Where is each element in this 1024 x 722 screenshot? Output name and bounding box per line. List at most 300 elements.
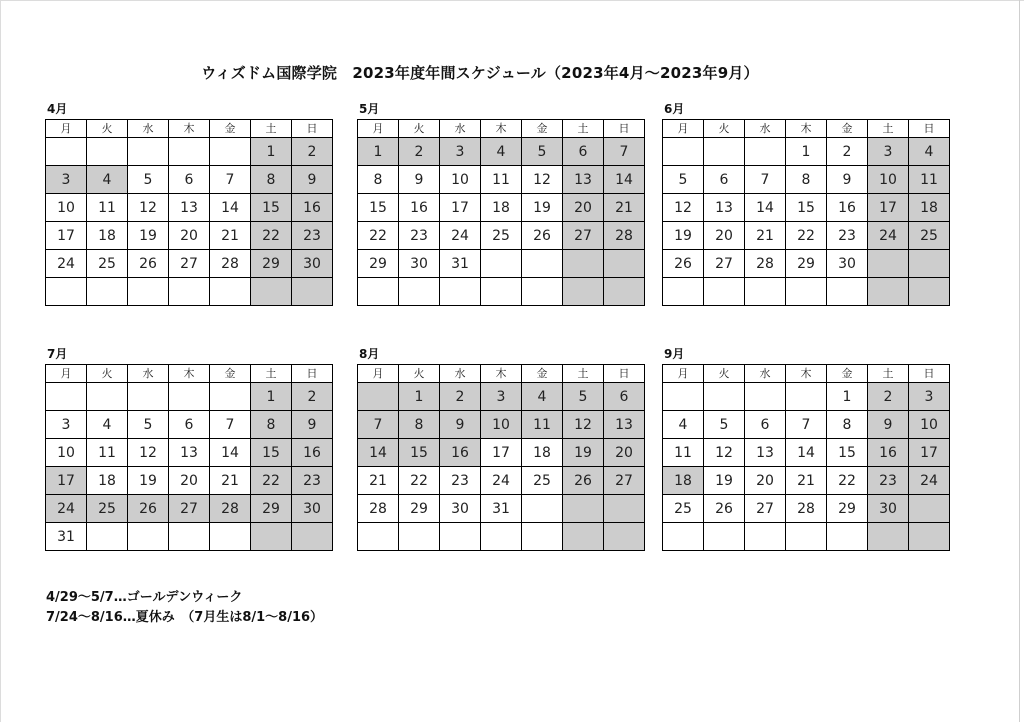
day-cell: 15 [399, 439, 440, 467]
day-cell: 25 [909, 222, 950, 250]
day-cell: 26 [663, 250, 704, 278]
weekday-header-row [663, 365, 950, 383]
weekday-header: 火 [399, 120, 440, 138]
day-cell: 9 [827, 166, 868, 194]
day-cell [128, 383, 169, 411]
day-cell: 24 [46, 250, 87, 278]
day-cell: 13 [604, 411, 645, 439]
weekday-header: 火 [704, 120, 745, 138]
day-cell: 22 [786, 222, 827, 250]
weekday-header: 水 [440, 365, 481, 383]
day-cell: 12 [522, 166, 563, 194]
day-cell: 19 [128, 222, 169, 250]
day-cell [604, 523, 645, 551]
day-cell: 14 [210, 194, 251, 222]
day-cell: 16 [292, 194, 333, 222]
weekday-header: 土 [563, 365, 604, 383]
day-cell [663, 278, 704, 306]
day-cell: 30 [399, 250, 440, 278]
page-border-left [0, 0, 1, 722]
day-cell: 31 [481, 495, 522, 523]
day-cell: 10 [46, 194, 87, 222]
day-cell: 23 [827, 222, 868, 250]
day-cell: 5 [522, 138, 563, 166]
week-row [46, 278, 333, 306]
day-cell: 21 [358, 467, 399, 495]
day-cell: 6 [704, 166, 745, 194]
day-cell [87, 383, 128, 411]
day-cell: 21 [210, 222, 251, 250]
weekday-header: 木 [786, 365, 827, 383]
day-cell: 10 [909, 411, 950, 439]
day-cell: 22 [251, 467, 292, 495]
day-cell [704, 278, 745, 306]
month-table [357, 364, 645, 551]
day-cell: 25 [87, 250, 128, 278]
day-cell: 10 [46, 439, 87, 467]
month-label: 9月 [664, 347, 685, 361]
week-row [358, 495, 645, 523]
day-cell: 25 [663, 495, 704, 523]
day-cell [169, 523, 210, 551]
month-table [357, 119, 645, 306]
day-cell: 12 [128, 194, 169, 222]
day-cell [481, 523, 522, 551]
week-row [663, 467, 950, 495]
day-cell [909, 495, 950, 523]
day-cell [399, 523, 440, 551]
week-row [358, 439, 645, 467]
weekday-header: 金 [827, 120, 868, 138]
day-cell [358, 383, 399, 411]
day-cell [745, 278, 786, 306]
day-cell: 21 [604, 194, 645, 222]
day-cell: 19 [704, 467, 745, 495]
weekday-header: 月 [663, 120, 704, 138]
day-cell: 11 [481, 166, 522, 194]
day-cell: 20 [563, 194, 604, 222]
day-cell: 16 [292, 439, 333, 467]
day-cell [292, 278, 333, 306]
day-cell: 24 [868, 222, 909, 250]
weekday-header: 日 [604, 120, 645, 138]
day-cell: 27 [704, 250, 745, 278]
week-row [663, 138, 950, 166]
day-cell: 7 [358, 411, 399, 439]
day-cell: 20 [169, 222, 210, 250]
day-cell: 9 [868, 411, 909, 439]
week-row [46, 495, 333, 523]
day-cell: 20 [745, 467, 786, 495]
weekday-header-row [46, 120, 333, 138]
day-cell: 16 [827, 194, 868, 222]
day-cell: 1 [358, 138, 399, 166]
week-row [663, 439, 950, 467]
day-cell: 9 [292, 166, 333, 194]
day-cell: 17 [46, 467, 87, 495]
day-cell: 19 [563, 439, 604, 467]
day-cell: 12 [704, 439, 745, 467]
day-cell: 19 [128, 467, 169, 495]
day-cell: 15 [786, 194, 827, 222]
day-cell [663, 383, 704, 411]
day-cell [522, 250, 563, 278]
weekday-header: 木 [169, 365, 210, 383]
day-cell [46, 138, 87, 166]
day-cell: 2 [292, 383, 333, 411]
day-cell: 3 [440, 138, 481, 166]
day-cell: 6 [604, 383, 645, 411]
day-cell [481, 278, 522, 306]
week-row [358, 222, 645, 250]
week-row [358, 383, 645, 411]
day-cell [128, 138, 169, 166]
week-row [358, 138, 645, 166]
day-cell: 17 [909, 439, 950, 467]
week-row [663, 166, 950, 194]
day-cell [46, 383, 87, 411]
day-cell: 7 [210, 411, 251, 439]
day-cell: 5 [128, 166, 169, 194]
day-cell: 28 [210, 495, 251, 523]
week-row [46, 166, 333, 194]
weekday-header: 土 [251, 120, 292, 138]
day-cell: 13 [704, 194, 745, 222]
day-cell: 18 [663, 467, 704, 495]
day-cell: 11 [87, 194, 128, 222]
day-cell: 13 [169, 439, 210, 467]
weekday-header: 水 [745, 120, 786, 138]
day-cell: 12 [663, 194, 704, 222]
weekday-header: 日 [604, 365, 645, 383]
day-cell [704, 138, 745, 166]
day-cell: 29 [251, 250, 292, 278]
day-cell: 29 [399, 495, 440, 523]
day-cell: 23 [399, 222, 440, 250]
day-cell [868, 278, 909, 306]
day-cell [563, 278, 604, 306]
day-cell: 14 [745, 194, 786, 222]
day-cell: 8 [251, 166, 292, 194]
day-cell: 9 [292, 411, 333, 439]
day-cell: 15 [827, 439, 868, 467]
day-cell: 1 [251, 138, 292, 166]
day-cell: 4 [87, 411, 128, 439]
day-cell: 22 [251, 222, 292, 250]
weekday-header: 土 [868, 365, 909, 383]
day-cell: 20 [604, 439, 645, 467]
day-cell: 15 [251, 194, 292, 222]
day-cell: 8 [399, 411, 440, 439]
day-cell: 18 [522, 439, 563, 467]
day-cell: 21 [745, 222, 786, 250]
day-cell [210, 138, 251, 166]
day-cell: 4 [481, 138, 522, 166]
week-row [663, 495, 950, 523]
weekday-header: 日 [292, 120, 333, 138]
day-cell: 3 [868, 138, 909, 166]
day-cell [563, 495, 604, 523]
month-label: 4月 [47, 102, 68, 116]
day-cell: 27 [745, 495, 786, 523]
day-cell [909, 278, 950, 306]
day-cell [786, 383, 827, 411]
day-cell [745, 138, 786, 166]
day-cell: 4 [663, 411, 704, 439]
month-calendar [662, 101, 942, 306]
day-cell: 30 [827, 250, 868, 278]
day-cell: 2 [292, 138, 333, 166]
day-cell: 29 [827, 495, 868, 523]
day-cell: 6 [169, 411, 210, 439]
weekday-header: 土 [251, 365, 292, 383]
day-cell [399, 278, 440, 306]
day-cell [210, 523, 251, 551]
day-cell: 30 [440, 495, 481, 523]
day-cell [663, 138, 704, 166]
weekday-header: 月 [358, 365, 399, 383]
day-cell: 24 [46, 495, 87, 523]
day-cell: 5 [704, 411, 745, 439]
weekday-header: 水 [128, 120, 169, 138]
weekday-header: 金 [522, 120, 563, 138]
month-calendar [45, 101, 325, 306]
day-cell: 1 [827, 383, 868, 411]
weekday-header: 火 [399, 365, 440, 383]
day-cell [210, 278, 251, 306]
day-cell [604, 495, 645, 523]
day-cell: 28 [604, 222, 645, 250]
day-cell [563, 250, 604, 278]
day-cell: 10 [481, 411, 522, 439]
day-cell: 5 [663, 166, 704, 194]
day-cell [87, 138, 128, 166]
week-row [663, 383, 950, 411]
day-cell [481, 250, 522, 278]
day-cell: 23 [292, 222, 333, 250]
day-cell: 17 [868, 194, 909, 222]
page-border-top [0, 0, 1024, 1]
day-cell: 11 [87, 439, 128, 467]
day-cell: 26 [563, 467, 604, 495]
day-cell: 12 [563, 411, 604, 439]
day-cell: 1 [786, 138, 827, 166]
month-label: 8月 [359, 347, 380, 361]
day-cell [210, 383, 251, 411]
week-row [46, 250, 333, 278]
day-cell: 14 [358, 439, 399, 467]
weekday-header-row [358, 365, 645, 383]
note-golden-week: 4/29～5/7…ゴールデンウィーク [46, 590, 243, 605]
day-cell: 18 [909, 194, 950, 222]
day-cell: 13 [745, 439, 786, 467]
day-cell [522, 523, 563, 551]
day-cell [704, 523, 745, 551]
week-row [358, 411, 645, 439]
weekday-header: 木 [169, 120, 210, 138]
day-cell [46, 278, 87, 306]
month-label: 7月 [47, 347, 68, 361]
day-cell [440, 278, 481, 306]
week-row [663, 194, 950, 222]
month-calendar [662, 346, 942, 551]
day-cell: 28 [358, 495, 399, 523]
day-cell: 21 [786, 467, 827, 495]
weekday-header: 金 [827, 365, 868, 383]
day-cell: 3 [909, 383, 950, 411]
day-cell: 22 [827, 467, 868, 495]
week-row [358, 194, 645, 222]
month-label: 6月 [664, 102, 685, 116]
week-row [46, 383, 333, 411]
weekday-header: 木 [481, 120, 522, 138]
day-cell: 7 [604, 138, 645, 166]
day-cell: 8 [251, 411, 292, 439]
day-cell [251, 278, 292, 306]
day-cell: 26 [128, 250, 169, 278]
day-cell: 30 [292, 495, 333, 523]
month-calendar [357, 346, 637, 551]
day-cell: 24 [440, 222, 481, 250]
day-cell: 7 [786, 411, 827, 439]
day-cell: 1 [251, 383, 292, 411]
day-cell: 26 [522, 222, 563, 250]
day-cell: 31 [440, 250, 481, 278]
weekday-header: 火 [87, 365, 128, 383]
day-cell: 17 [440, 194, 481, 222]
day-cell: 18 [481, 194, 522, 222]
day-cell: 8 [827, 411, 868, 439]
day-cell [827, 278, 868, 306]
day-cell [786, 523, 827, 551]
weekday-header: 火 [87, 120, 128, 138]
day-cell [663, 523, 704, 551]
notes [46, 588, 323, 628]
week-row [46, 439, 333, 467]
document-title: ウィズドム国際学院 2023年度年間スケジュール（2023年4月～2023年9月） [201, 64, 759, 82]
day-cell: 25 [87, 495, 128, 523]
month-table [662, 119, 950, 306]
day-cell [169, 138, 210, 166]
week-row [358, 523, 645, 551]
day-cell: 4 [87, 166, 128, 194]
day-cell: 6 [563, 138, 604, 166]
month-table [45, 364, 333, 551]
week-row [46, 222, 333, 250]
day-cell: 29 [358, 250, 399, 278]
day-cell [868, 250, 909, 278]
day-cell: 3 [46, 166, 87, 194]
day-cell: 23 [440, 467, 481, 495]
weekday-header-row [663, 120, 950, 138]
weekday-header: 月 [46, 120, 87, 138]
week-row [46, 138, 333, 166]
day-cell: 4 [909, 138, 950, 166]
day-cell: 10 [868, 166, 909, 194]
day-cell: 24 [909, 467, 950, 495]
day-cell: 30 [868, 495, 909, 523]
month-calendar [45, 346, 325, 551]
day-cell: 14 [604, 166, 645, 194]
month-label: 5月 [359, 102, 380, 116]
weekday-header: 土 [563, 120, 604, 138]
week-row [663, 278, 950, 306]
day-cell [909, 250, 950, 278]
day-cell: 17 [481, 439, 522, 467]
weekday-header: 水 [745, 365, 786, 383]
day-cell: 18 [87, 222, 128, 250]
day-cell [604, 250, 645, 278]
month-table [662, 364, 950, 551]
day-cell [522, 278, 563, 306]
day-cell: 2 [399, 138, 440, 166]
day-cell [868, 523, 909, 551]
day-cell [87, 523, 128, 551]
weekday-header: 日 [909, 120, 950, 138]
day-cell: 15 [358, 194, 399, 222]
day-cell: 8 [358, 166, 399, 194]
week-row [46, 411, 333, 439]
day-cell: 13 [563, 166, 604, 194]
day-cell: 16 [399, 194, 440, 222]
day-cell: 27 [169, 250, 210, 278]
day-cell: 29 [786, 250, 827, 278]
day-cell: 20 [704, 222, 745, 250]
week-row [663, 222, 950, 250]
week-row [358, 278, 645, 306]
day-cell: 28 [745, 250, 786, 278]
day-cell [358, 523, 399, 551]
week-row [358, 166, 645, 194]
day-cell [745, 523, 786, 551]
day-cell: 6 [169, 166, 210, 194]
week-row [46, 523, 333, 551]
day-cell [169, 278, 210, 306]
day-cell: 27 [563, 222, 604, 250]
day-cell [128, 278, 169, 306]
page-border-right [1019, 0, 1020, 722]
weekday-header: 月 [663, 365, 704, 383]
day-cell: 22 [399, 467, 440, 495]
weekday-header: 金 [210, 365, 251, 383]
day-cell: 31 [46, 523, 87, 551]
day-cell: 26 [128, 495, 169, 523]
weekday-header: 日 [292, 365, 333, 383]
day-cell [292, 523, 333, 551]
weekday-header: 火 [704, 365, 745, 383]
day-cell: 1 [399, 383, 440, 411]
day-cell: 15 [251, 439, 292, 467]
day-cell: 19 [663, 222, 704, 250]
day-cell: 17 [46, 222, 87, 250]
weekday-header: 土 [868, 120, 909, 138]
week-row [358, 467, 645, 495]
day-cell: 3 [46, 411, 87, 439]
day-cell: 3 [481, 383, 522, 411]
day-cell: 22 [358, 222, 399, 250]
day-cell: 11 [663, 439, 704, 467]
week-row [46, 194, 333, 222]
day-cell: 12 [128, 439, 169, 467]
day-cell [440, 523, 481, 551]
day-cell: 28 [210, 250, 251, 278]
day-cell: 27 [604, 467, 645, 495]
day-cell: 10 [440, 166, 481, 194]
day-cell [909, 523, 950, 551]
day-cell: 28 [786, 495, 827, 523]
weekday-header: 水 [128, 365, 169, 383]
day-cell [87, 278, 128, 306]
